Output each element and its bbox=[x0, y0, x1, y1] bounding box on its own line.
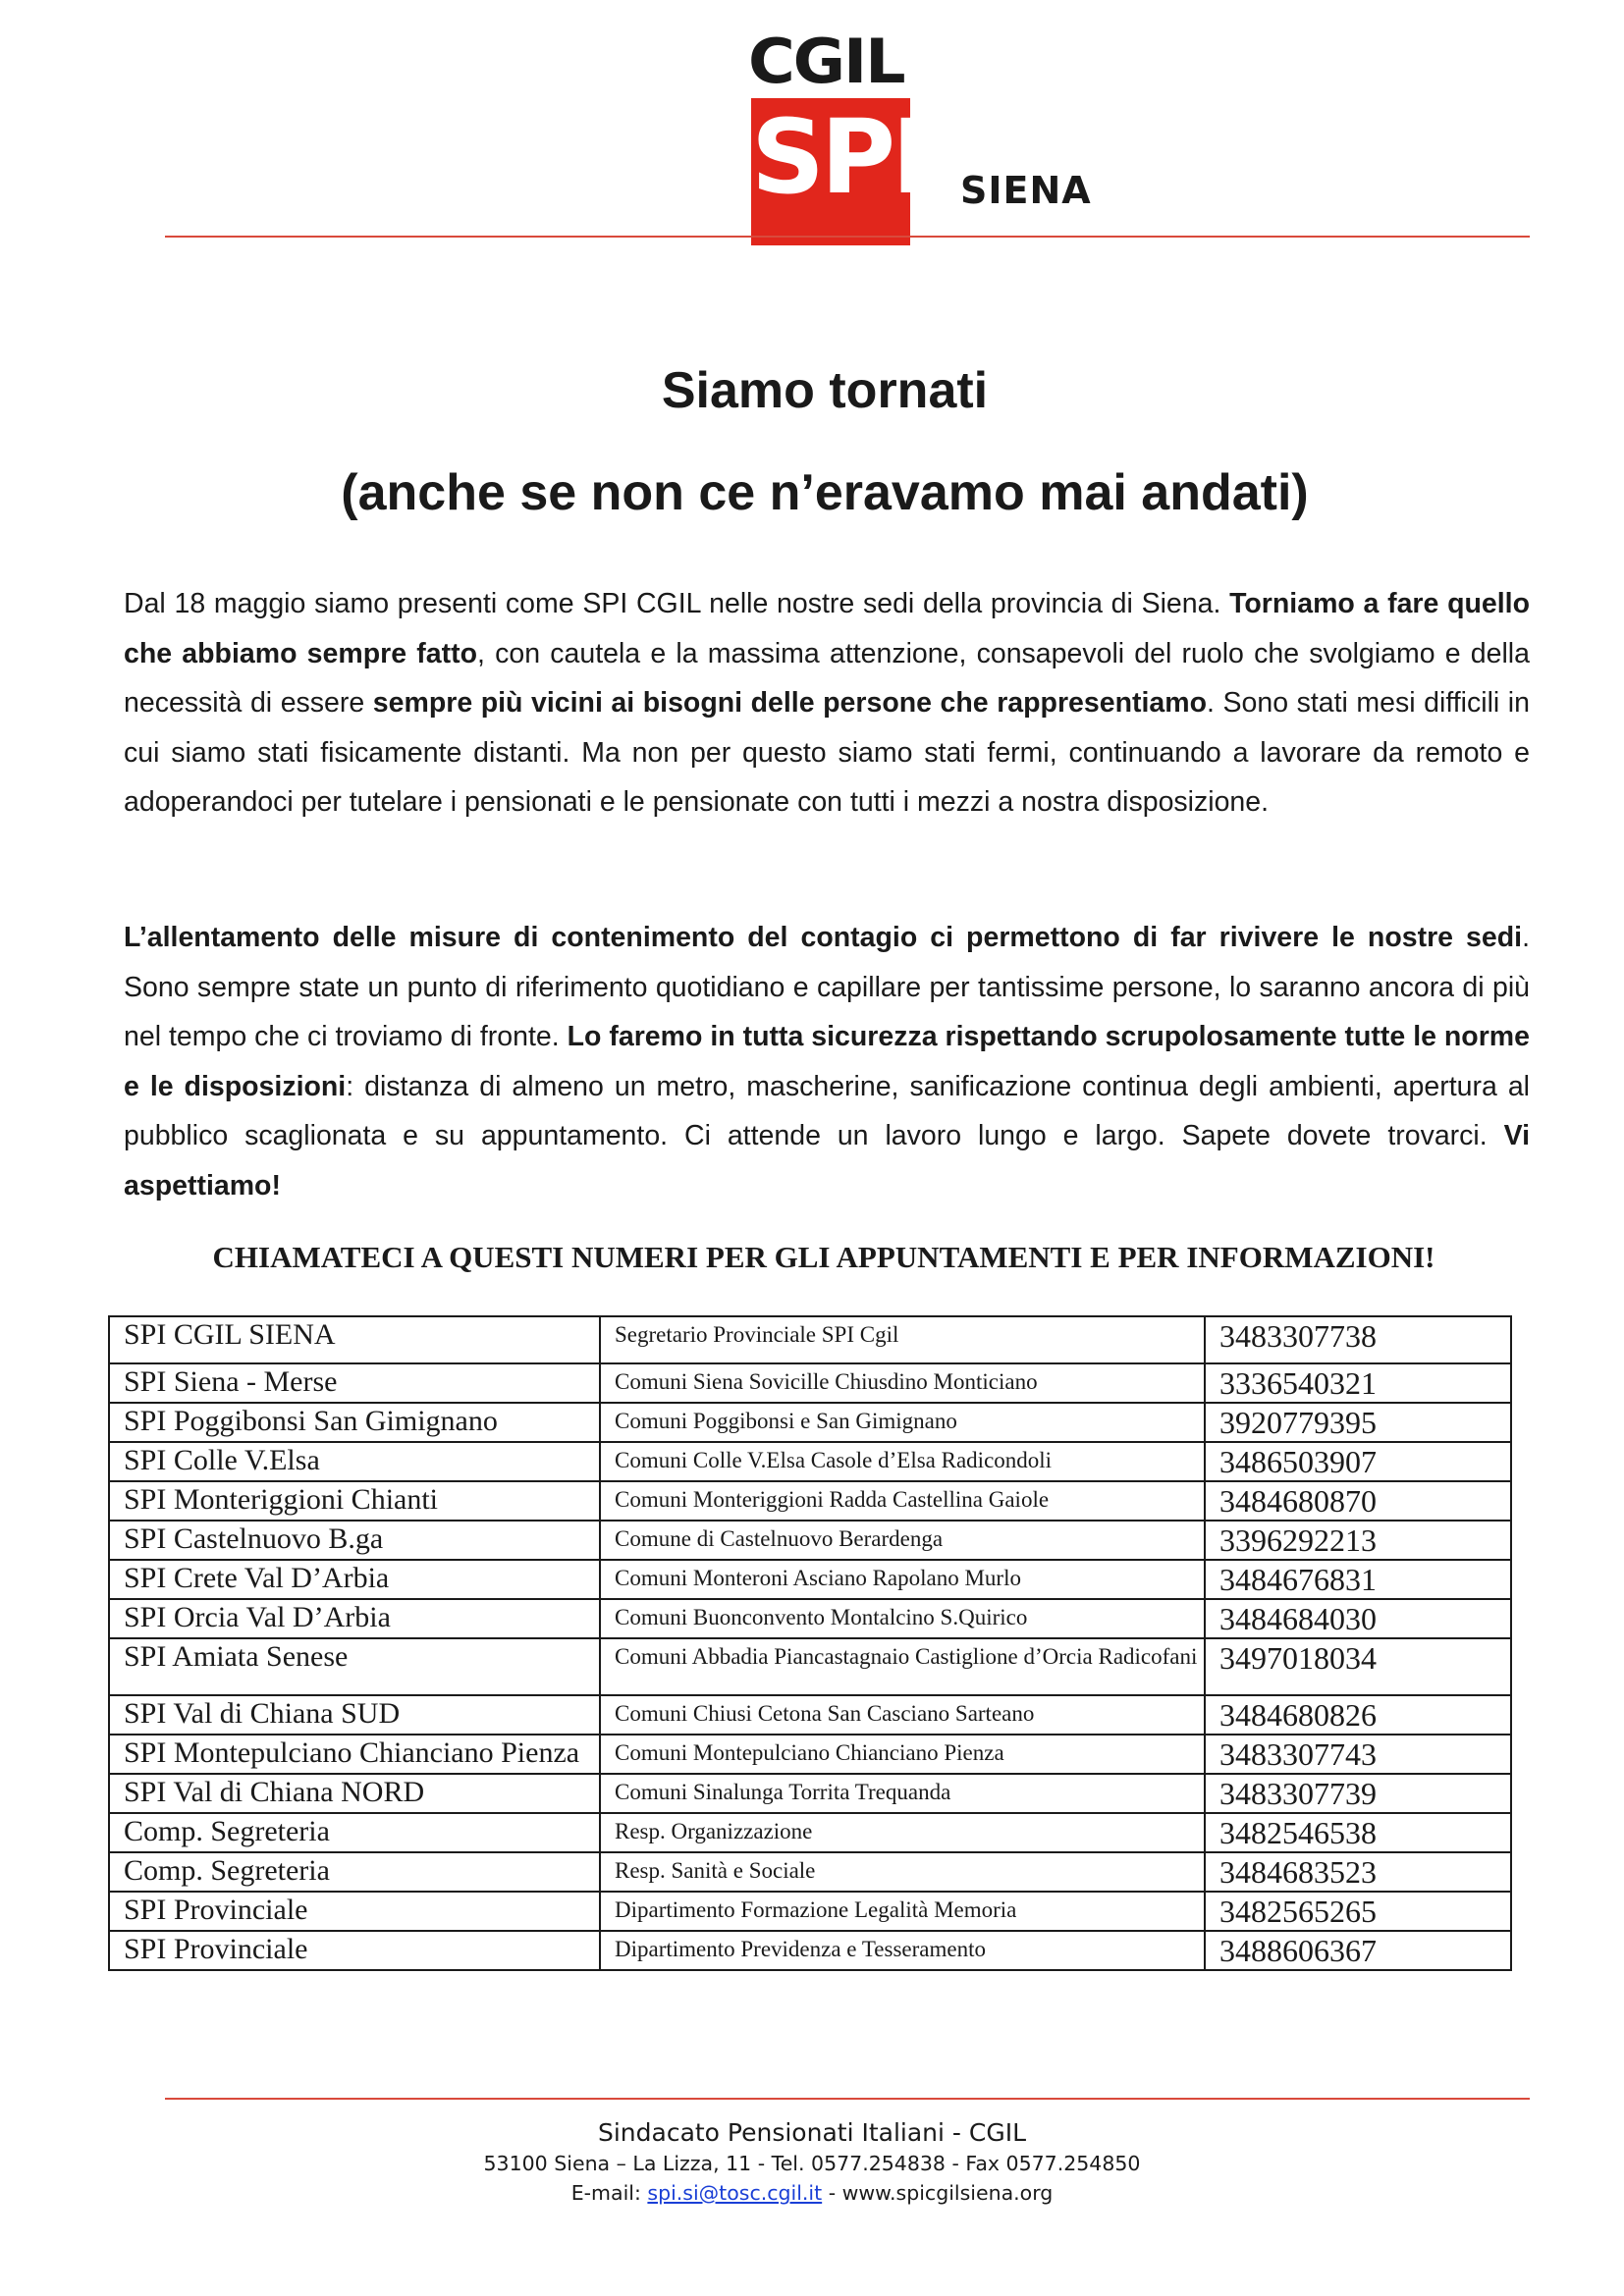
table-row bbox=[109, 1735, 1511, 1774]
logo-spi-text: SPI bbox=[751, 97, 926, 217]
contact-phone[interactable]: 3484680826 bbox=[1205, 1695, 1511, 1735]
contact-office: SPI Montepulciano Chianciano Pienza bbox=[109, 1735, 600, 1774]
contact-office: SPI Amiata Senese bbox=[109, 1638, 600, 1695]
contact-phone[interactable]: 3396292213 bbox=[1205, 1521, 1511, 1560]
table-row bbox=[109, 1695, 1511, 1735]
p2-text-1: . Sono sempre state un punto di riferimento quotidiano e capillare per tantissime persone, lo saranno ancora di più nel tempo che ci troviamo di fronte. bbox=[124, 922, 1530, 1052]
footer-org-name: Sindacato Pensionati Italiani - CGIL bbox=[597, 2118, 1027, 2147]
contact-phone[interactable]: 3484680870 bbox=[1205, 1481, 1511, 1521]
p1-text-2: , con cautela e la massima attenzione, consapevoli del ruolo che svolgiamo e della necessità di essere bbox=[124, 637, 1530, 719]
contact-phone[interactable]: 3484683523 bbox=[1205, 1852, 1511, 1892]
table-row bbox=[109, 1852, 1511, 1892]
footer-website[interactable]: www.spicgilsiena.org bbox=[841, 2181, 1054, 2205]
p1-text-3: . Sono stati mesi difficili in cui siamo stati fisicamente distanti. Ma non per questo siamo stati fermi, continuando a lavorare da remoto e adoperandoci per tutelare i pensionati e le pensionate con tutti i mezzi a nostra disposizione. bbox=[124, 687, 1530, 818]
contact-office: SPI Provinciale bbox=[109, 1892, 600, 1931]
contact-office: SPI Val di Chiana SUD bbox=[109, 1695, 600, 1735]
p1-text-1: Dal 18 maggio siamo presenti come SPI CGIL nelle nostre sedi della provincia di Siena. bbox=[124, 588, 1230, 619]
contact-office: Comp. Segreteria bbox=[109, 1852, 600, 1892]
footer-email-label: E-mail: bbox=[570, 2181, 648, 2205]
page-subtitle: (anche se non ce n’eravamo mai andati) bbox=[341, 464, 1309, 521]
p2-bold-1: L’allentamento delle misure di contenimento del contagio ci permettono di far rivivere le nostre sedi bbox=[124, 922, 1523, 953]
contact-area: Comuni Buonconvento Montalcino S.Quirico bbox=[600, 1599, 1205, 1638]
contact-area: Comuni Monteriggioni Radda Castellina Gaiole bbox=[600, 1481, 1205, 1521]
contact-phone[interactable]: 3486503907 bbox=[1205, 1442, 1511, 1481]
contact-area: Resp. Sanità e Sociale bbox=[600, 1852, 1205, 1892]
contact-office: SPI Crete Val D’Arbia bbox=[109, 1560, 600, 1599]
table-row bbox=[109, 1774, 1511, 1813]
contact-phone[interactable]: 3336540321 bbox=[1205, 1363, 1511, 1403]
logo-cgil-text: CGIL bbox=[748, 26, 904, 97]
table-row bbox=[109, 1403, 1511, 1442]
contact-office: Comp. Segreteria bbox=[109, 1813, 600, 1852]
p2-bold-3: Vi aspettiamo! bbox=[124, 1120, 1530, 1201]
footer-separator: - bbox=[822, 2181, 842, 2205]
contact-area: Dipartimento Previdenza e Tesseramento bbox=[600, 1931, 1205, 1970]
table-row bbox=[109, 1521, 1511, 1560]
contact-phone[interactable]: 3920779395 bbox=[1205, 1403, 1511, 1442]
contact-area: Comuni Sinalunga Torrita Trequanda bbox=[600, 1774, 1205, 1813]
contact-office: SPI Provinciale bbox=[109, 1931, 600, 1970]
contact-area: Comuni Montepulciano Chianciano Pienza bbox=[600, 1735, 1205, 1774]
header-divider bbox=[165, 236, 1530, 238]
p2-bold-2: Lo faremo in tutta sicurezza rispettando scrupolosamente tutte le norme e le disposizioni bbox=[124, 1021, 1531, 1102]
contact-phone[interactable]: 3488606367 bbox=[1205, 1931, 1511, 1970]
table-row bbox=[109, 1363, 1511, 1403]
footer-divider bbox=[165, 2098, 1530, 2100]
contact-area: Comune di Castelnuovo Berardenga bbox=[600, 1521, 1205, 1560]
contact-phone[interactable]: 3483307738 bbox=[1205, 1316, 1511, 1363]
table-row bbox=[109, 1931, 1511, 1970]
table-row bbox=[109, 1442, 1511, 1481]
call-to-action-heading: CHIAMATECI A QUESTI NUMERI PER GLI APPUNTAMENTI E PER INFORMAZIONI! bbox=[212, 1240, 1435, 1274]
contact-phone[interactable]: 3483307739 bbox=[1205, 1774, 1511, 1813]
contact-phone[interactable]: 3482546538 bbox=[1205, 1813, 1511, 1852]
contact-area: Comuni Colle V.Elsa Casole d’Elsa Radicondoli bbox=[600, 1442, 1205, 1481]
contact-area: Resp. Organizzazione bbox=[600, 1813, 1205, 1852]
contact-office: SPI Val di Chiana NORD bbox=[109, 1774, 600, 1813]
contact-area: Comuni Chiusi Cetona San Casciano Sarteano bbox=[600, 1695, 1205, 1735]
contact-area: Segretario Provinciale SPI Cgil bbox=[600, 1316, 1205, 1363]
table-row bbox=[109, 1481, 1511, 1521]
header-city: SIENA bbox=[960, 169, 1092, 212]
table-row bbox=[109, 1638, 1511, 1695]
contact-office: SPI Colle V.Elsa bbox=[109, 1442, 600, 1481]
contact-area: Comuni Siena Sovicille Chiusdino Monticiano bbox=[600, 1363, 1205, 1403]
contact-area: Comuni Abbadia Piancastagnaio Castiglione d’Orcia Radicofani bbox=[600, 1638, 1205, 1695]
body-paragraph-1 bbox=[124, 579, 1530, 828]
contact-phone[interactable]: 3497018034 bbox=[1205, 1638, 1511, 1695]
contact-office: SPI Poggibonsi San Gimignano bbox=[109, 1403, 600, 1442]
table-row bbox=[109, 1599, 1511, 1638]
page-title: Siamo tornati bbox=[661, 362, 989, 419]
table-row bbox=[109, 1813, 1511, 1852]
contact-office: SPI Castelnuovo B.ga bbox=[109, 1521, 600, 1560]
p2-text-2: : distanza di almeno un metro, mascherine, sanificazione continua degli ambienti, apertura al pubblico scaglionata e su appuntamento. Ci attende un lavoro lungo e largo. Sapete dovete trovarci. bbox=[124, 1070, 1531, 1151]
contact-office: SPI Monteriggioni Chianti bbox=[109, 1481, 600, 1521]
p1-bold-2: sempre più vicini ai bisogni delle persone che rappresentiamo bbox=[372, 687, 1208, 719]
table-row bbox=[109, 1316, 1511, 1363]
contact-area: Comuni Poggibonsi e San Gimignano bbox=[600, 1403, 1205, 1442]
contact-phone[interactable]: 3482565265 bbox=[1205, 1892, 1511, 1931]
contact-area: Dipartimento Formazione Legalità Memoria bbox=[600, 1892, 1205, 1931]
p1-bold-1: Torniamo a fare quello che abbiamo sempre fatto bbox=[124, 588, 1530, 669]
contact-office: SPI Orcia Val D’Arbia bbox=[109, 1599, 600, 1638]
contact-phone[interactable]: 3484684030 bbox=[1205, 1599, 1511, 1638]
footer-email-link[interactable]: spi.si@tosc.cgil.it bbox=[647, 2181, 823, 2205]
contact-area: Comuni Monteroni Asciano Rapolano Murlo bbox=[600, 1560, 1205, 1599]
footer-address: 53100 Siena – La Lizza, 11 - Tel. 0577.254838 - Fax 0577.254850 bbox=[483, 2152, 1141, 2175]
contacts-table-body bbox=[109, 1316, 1511, 1970]
body-paragraph-2 bbox=[124, 913, 1530, 1210]
contact-phone[interactable]: 3484676831 bbox=[1205, 1560, 1511, 1599]
contact-office: SPI Siena - Merse bbox=[109, 1363, 600, 1403]
table-row bbox=[109, 1892, 1511, 1931]
contact-office: SPI CGIL SIENA bbox=[109, 1316, 600, 1363]
footer-contact-line bbox=[0, 2181, 1624, 2205]
contacts-table bbox=[108, 1315, 1512, 1971]
table-row bbox=[109, 1560, 1511, 1599]
contact-phone[interactable]: 3483307743 bbox=[1205, 1735, 1511, 1774]
